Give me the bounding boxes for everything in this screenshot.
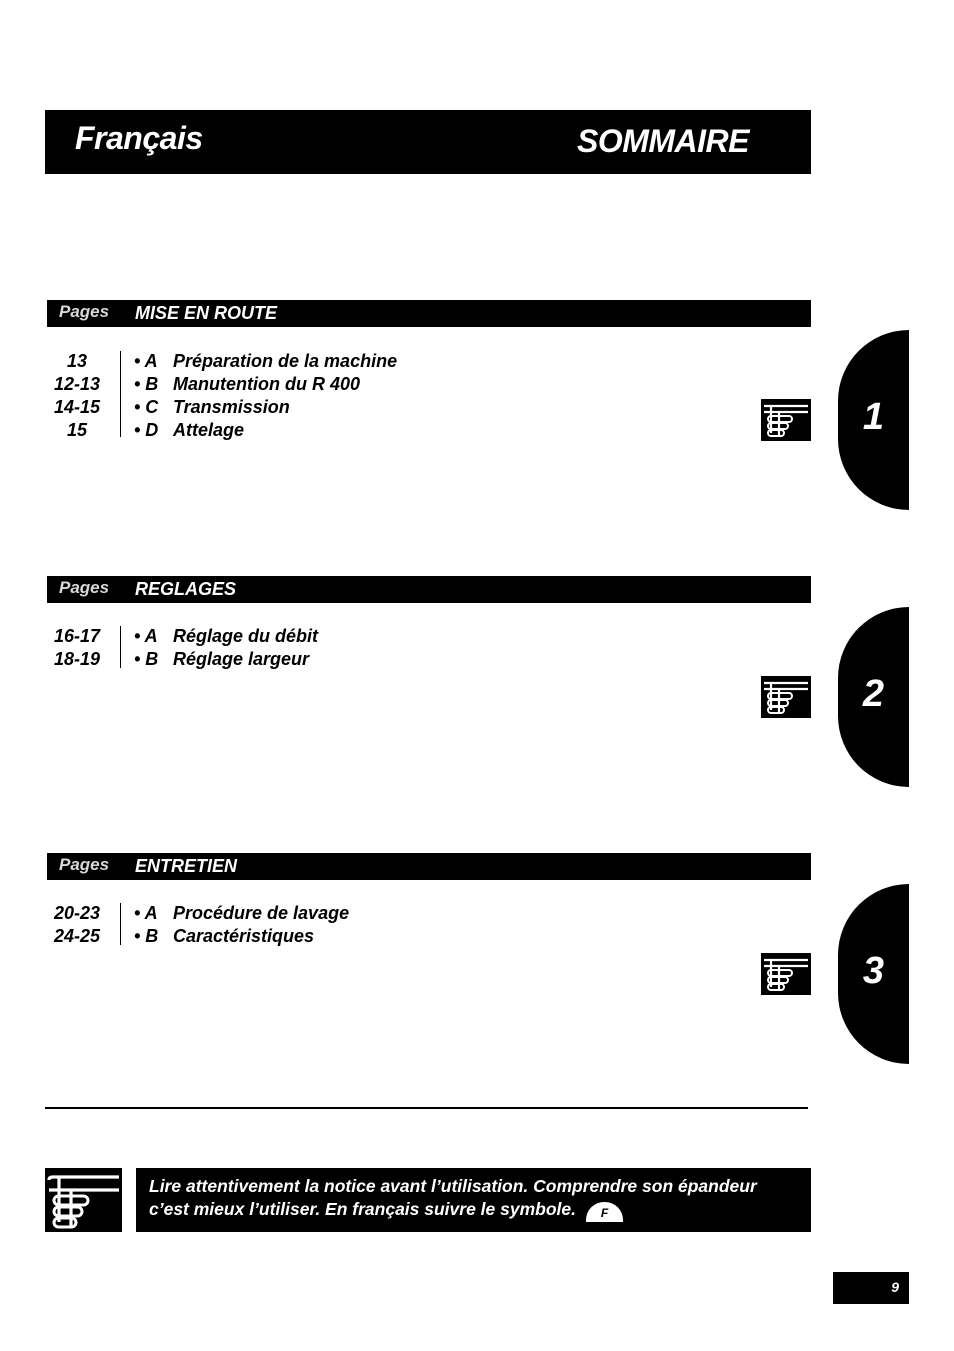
chapter-number: 3 [862,950,885,992]
entry-letter: • B [134,374,159,394]
chapter-number: 1 [862,396,885,438]
entry-letter: • C [134,397,159,417]
section-title: REGLAGES [135,579,237,599]
entry-pages: 13 [66,351,88,371]
page-title: SOMMAIRE [577,123,749,159]
entry-title: Attelage [173,420,245,440]
toc-entry[interactable] [45,397,545,420]
pointing-hand-icon[interactable] [761,676,811,718]
notice-line-2: c’est mieux l’utiliser. En français suivre le symbole. [149,1199,576,1219]
entry-pages: 18-19 [53,649,101,669]
chapter-tab-3[interactable] [838,884,909,1064]
chapter-number: 2 [862,673,885,715]
french-symbol-badge: F [586,1202,623,1222]
entry-letter: • A [134,626,158,646]
entry-letter: • A [134,903,158,923]
section-entries-mise-en-route [45,351,545,443]
header-language: Français [75,120,203,156]
toc-entry[interactable] [45,626,545,649]
pointing-hand-icon [45,1168,122,1232]
section-header-entretien [47,853,811,880]
entry-pages: 16-17 [53,626,101,646]
section-header-reglages [47,576,811,603]
entry-pages: 24-25 [53,926,101,946]
section-pages-label: Pages [59,578,110,597]
notice-line-2-wrap [149,1199,623,1222]
entry-title: Préparation de la machine [173,351,398,371]
entry-title: Caractéristiques [173,926,315,946]
page-number: 9 [891,1279,899,1295]
entry-letter: • A [134,351,158,371]
section-pages-label: Pages [59,302,110,321]
notice-hand-icon-box [45,1168,122,1232]
entry-letter: • B [134,926,159,946]
entry-title: Réglage du débit [173,626,319,646]
section-pages-label: Pages [59,855,110,874]
entry-title: Transmission [173,397,290,417]
entry-title: Manutention du R 400 [173,374,361,394]
toc-entry[interactable] [45,351,545,374]
section-title: ENTRETIEN [135,856,238,876]
toc-entry[interactable] [45,374,545,397]
page-number-box [833,1272,909,1304]
section-title: MISE EN ROUTE [135,303,278,323]
section-header-mise-en-route [47,300,811,327]
entry-letter: • B [134,649,159,669]
section-entries-reglages [45,626,545,672]
entry-pages: 15 [66,420,88,440]
entry-pages: 20-23 [53,903,101,923]
header-bar [45,110,811,174]
divider-rule [45,1107,808,1109]
chapter-tab-1[interactable] [838,330,909,510]
entry-pages: 14-15 [53,397,101,417]
notice-box [136,1168,811,1232]
entry-pages: 12-13 [53,374,101,394]
entry-title: Réglage largeur [173,649,310,669]
section-entries-entretien [45,903,545,949]
chapter-tab-2[interactable] [838,607,909,787]
pointing-hand-icon[interactable] [761,953,811,995]
entry-title: Procédure de lavage [173,903,350,923]
entry-letter: • D [134,420,159,440]
notice-line-1: Lire attentivement la notice avant l’utilisation. Comprendre son épandeur [149,1176,757,1196]
toc-entry[interactable] [45,926,545,949]
toc-entry[interactable] [45,649,545,672]
toc-entry[interactable] [45,903,545,926]
pointing-hand-icon[interactable] [761,399,811,441]
toc-entry[interactable] [45,420,545,443]
